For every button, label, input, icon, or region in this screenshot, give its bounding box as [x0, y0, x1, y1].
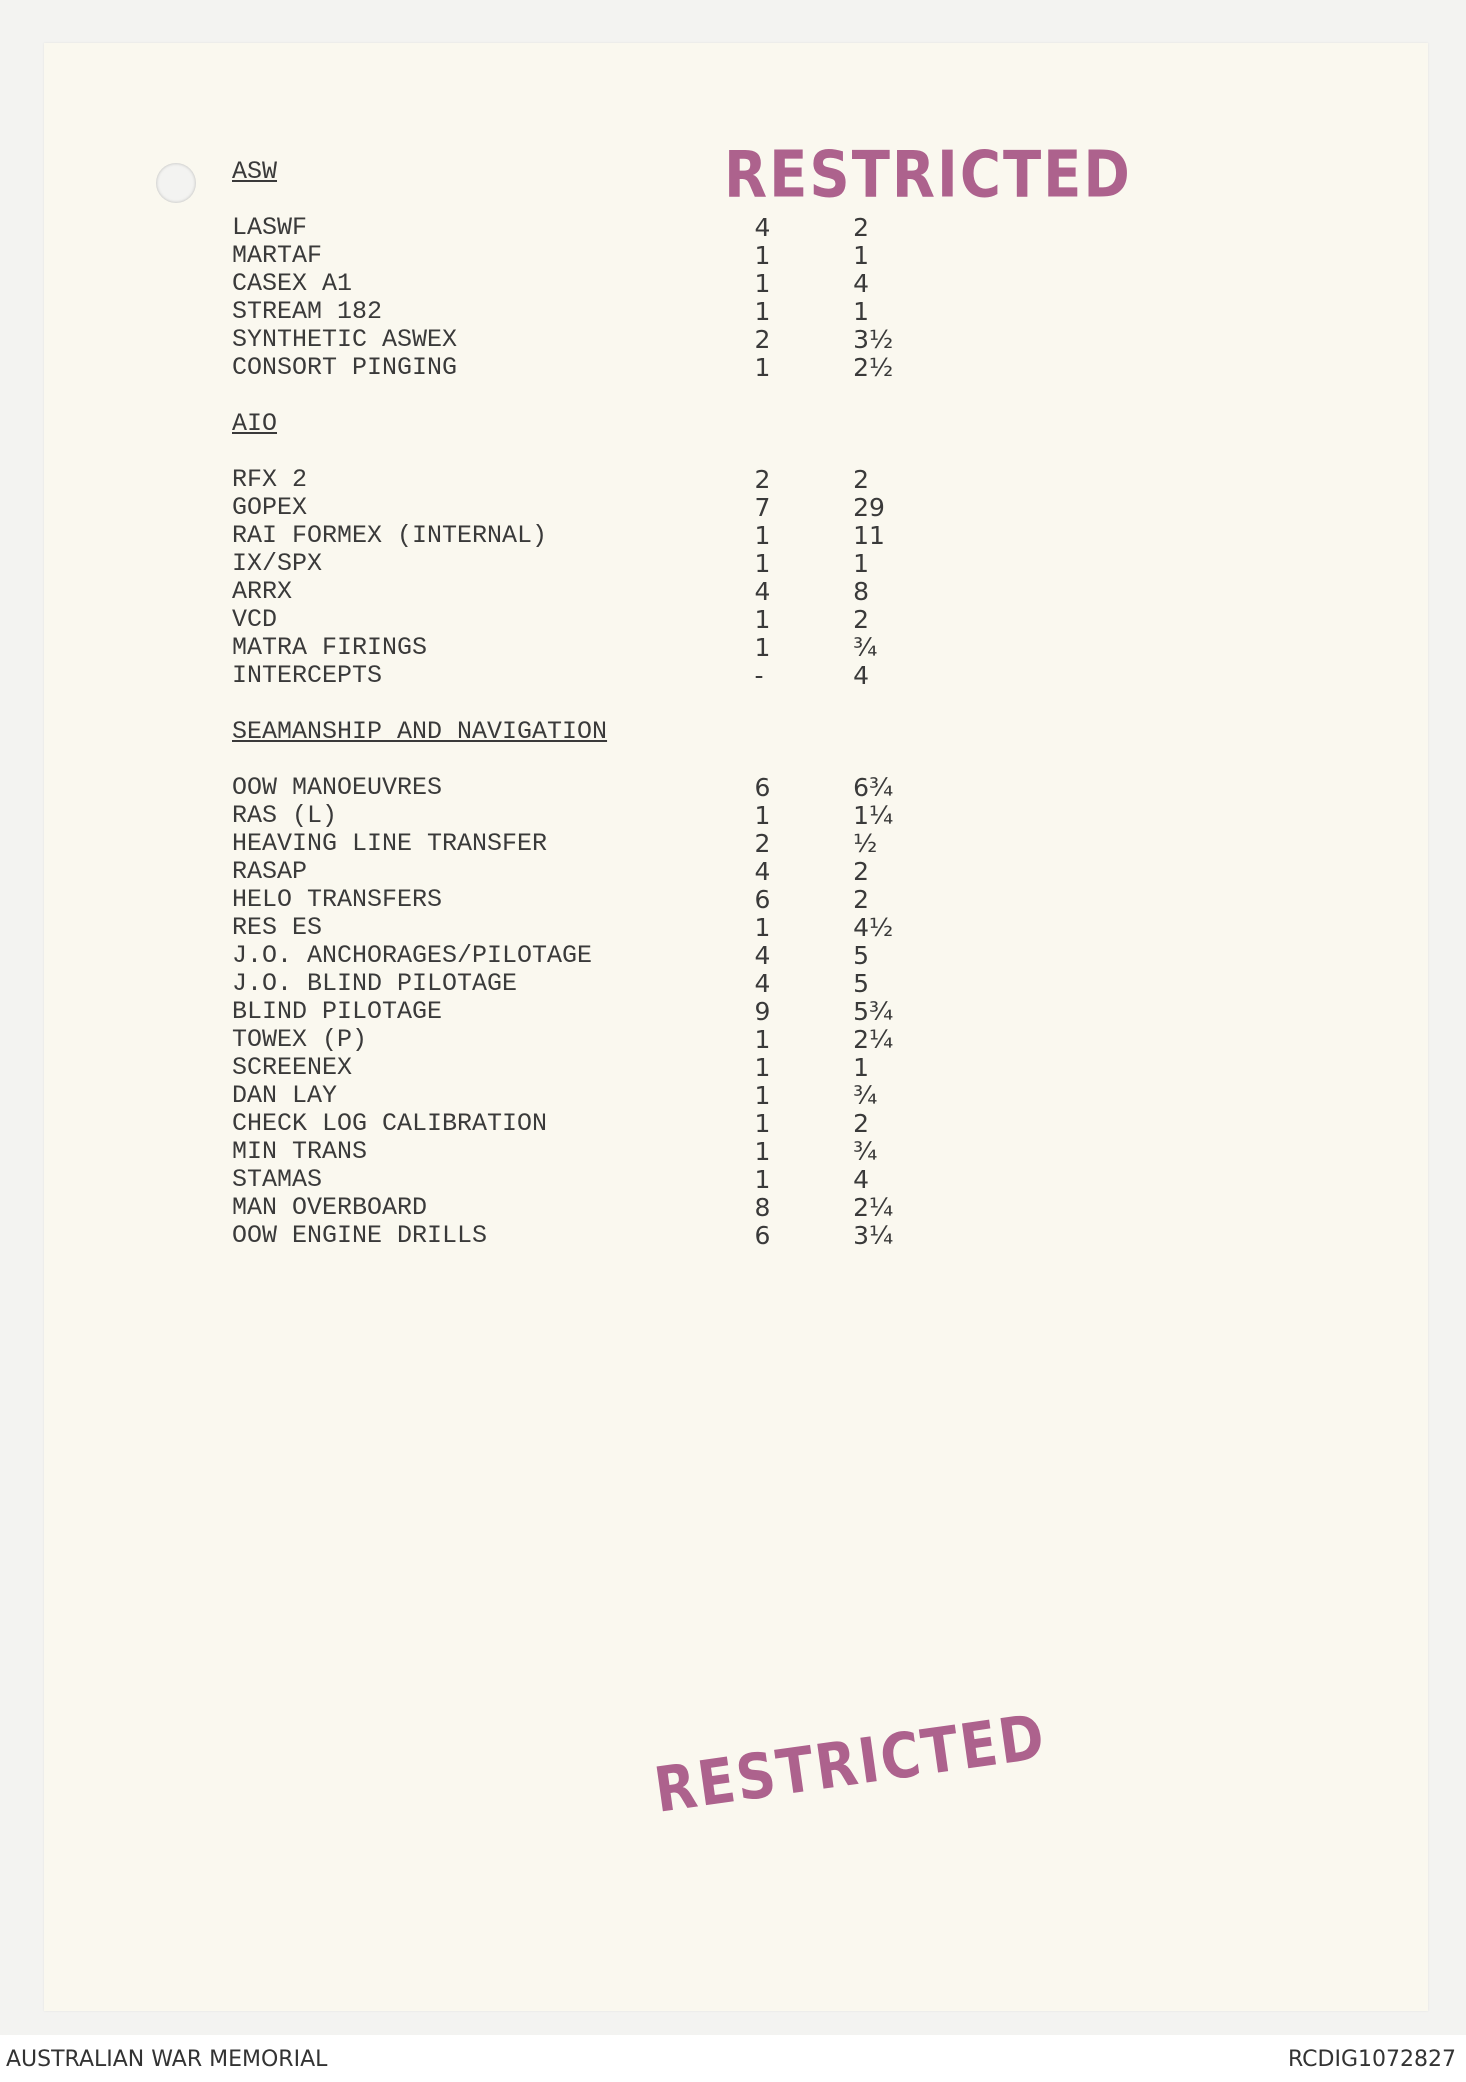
table-row [232, 1166, 932, 1194]
count-value: 2 [754, 465, 771, 494]
table-row [232, 1026, 932, 1054]
count-value: 8 [754, 1193, 771, 1222]
exercise-name: RASAP [232, 857, 308, 886]
count-value: 1 [754, 241, 771, 270]
restricted-stamp-top: RESTRICTED [724, 138, 1132, 213]
table-row [232, 606, 932, 634]
hours-value: 2 [853, 605, 870, 634]
count-value: 1 [754, 269, 771, 298]
section-heading: AIO [232, 409, 278, 438]
hours-value: 11 [853, 521, 885, 550]
exercise-name: OOW MANOEUVRES [232, 773, 443, 802]
exercise-name: TOWEX (P) [232, 1025, 368, 1054]
hours-value: 3¼ [853, 1221, 894, 1250]
count-value: - [754, 661, 764, 690]
exercise-name: HEAVING LINE TRANSFER [232, 829, 548, 858]
section-heading: ASW [232, 157, 278, 186]
count-value: 1 [754, 1081, 771, 1110]
exercise-name: RAS (L) [232, 801, 338, 830]
count-value: 7 [754, 493, 771, 522]
table-row [232, 242, 932, 270]
hours-value: 29 [853, 493, 885, 522]
count-value: 4 [754, 213, 771, 242]
archive-reference: RCDIG1072827 [1287, 2047, 1456, 2072]
table-row [232, 858, 932, 886]
hours-value: 5¾ [853, 997, 894, 1026]
hours-value: 2 [853, 213, 870, 242]
hours-value: 4 [853, 269, 870, 298]
count-value: 1 [754, 1109, 771, 1138]
table-row [232, 1082, 932, 1110]
count-value: 1 [754, 913, 771, 942]
exercise-name: IX/SPX [232, 549, 323, 578]
hours-value: 1 [853, 241, 870, 270]
count-value: 1 [754, 549, 771, 578]
table-row [232, 466, 932, 494]
hours-value: 2 [853, 465, 870, 494]
exercise-name: SCREENEX [232, 1053, 353, 1082]
count-value: 9 [754, 997, 771, 1026]
count-value: 1 [754, 1053, 771, 1082]
table-row [232, 802, 932, 830]
count-value: 4 [754, 941, 771, 970]
table-row [232, 970, 932, 998]
hours-value: 4 [853, 1165, 870, 1194]
exercise-name: STAMAS [232, 1165, 323, 1194]
hours-value: 2 [853, 1109, 870, 1138]
hours-value: ¾ [853, 1137, 878, 1166]
count-value: 2 [754, 325, 771, 354]
table-row [232, 354, 932, 382]
hours-value: 2¼ [853, 1193, 894, 1222]
hours-value: 1 [853, 297, 870, 326]
exercise-name: MATRA FIRINGS [232, 633, 428, 662]
exercise-name: LASWF [232, 213, 308, 242]
table-row [232, 886, 932, 914]
hours-value: 1¼ [853, 801, 894, 830]
punch-hole [156, 163, 196, 203]
table-row [232, 634, 932, 662]
count-value: 1 [754, 1137, 771, 1166]
hours-value: 5 [853, 969, 870, 998]
table-row [232, 214, 932, 242]
count-value: 1 [754, 353, 771, 382]
exercise-list [232, 158, 932, 1278]
table-row [232, 550, 932, 578]
table-row [232, 942, 932, 970]
table-row [232, 1054, 932, 1082]
table-row [232, 830, 932, 858]
exercise-name: CONSORT PINGING [232, 353, 458, 382]
exercise-name: GOPEX [232, 493, 308, 522]
hours-value: 8 [853, 577, 870, 606]
table-row [232, 1110, 932, 1138]
table-row [232, 998, 932, 1026]
table-row [232, 522, 932, 550]
exercise-name: J.O. ANCHORAGES/PILOTAGE [232, 941, 593, 970]
table-row [232, 774, 932, 802]
hours-value: 2½ [853, 353, 894, 382]
exercise-name: CASEX A1 [232, 269, 353, 298]
table-row [232, 914, 932, 942]
section-heading: SEAMANSHIP AND NAVIGATION [232, 717, 608, 746]
exercise-name: DAN LAY [232, 1081, 338, 1110]
count-value: 1 [754, 801, 771, 830]
count-value: 4 [754, 857, 771, 886]
count-value: 1 [754, 521, 771, 550]
exercise-name: ARRX [232, 577, 293, 606]
count-value: 6 [754, 1221, 771, 1250]
count-value: 4 [754, 577, 771, 606]
hours-value: ¾ [853, 633, 878, 662]
hours-value: 1 [853, 549, 870, 578]
archive-credit: AUSTRALIAN WAR MEMORIAL [6, 2047, 328, 2072]
exercise-name: RAI FORMEX (INTERNAL) [232, 521, 548, 550]
exercise-name: J.O. BLIND PILOTAGE [232, 969, 518, 998]
count-value: 1 [754, 633, 771, 662]
exercise-name: RES ES [232, 913, 323, 942]
restricted-stamp-bottom: RESTRICTED [650, 1700, 1051, 1827]
hours-value: 3½ [853, 325, 894, 354]
exercise-name: MAN OVERBOARD [232, 1193, 428, 1222]
hours-value: 4½ [853, 913, 894, 942]
table-row [232, 1222, 932, 1250]
count-value: 1 [754, 605, 771, 634]
count-value: 2 [754, 829, 771, 858]
table-row [232, 270, 932, 298]
hours-value: 5 [853, 941, 870, 970]
exercise-name: MARTAF [232, 241, 323, 270]
hours-value: 2¼ [853, 1025, 894, 1054]
hours-value: 2 [853, 885, 870, 914]
exercise-name: MIN TRANS [232, 1137, 368, 1166]
table-row [232, 494, 932, 522]
table-row [232, 1138, 932, 1166]
section-aio [232, 410, 932, 690]
exercise-name: RFX 2 [232, 465, 308, 494]
count-value: 1 [754, 297, 771, 326]
section-asw [232, 158, 932, 382]
count-value: 4 [754, 969, 771, 998]
table-row [232, 298, 932, 326]
section-seamanship-navigation [232, 718, 932, 1250]
exercise-name: BLIND PILOTAGE [232, 997, 443, 1026]
hours-value: 1 [853, 1053, 870, 1082]
table-row [232, 578, 932, 606]
hours-value: ½ [853, 829, 878, 858]
exercise-name: CHECK LOG CALIBRATION [232, 1109, 548, 1138]
table-row [232, 1194, 932, 1222]
count-value: 1 [754, 1165, 771, 1194]
count-value: 1 [754, 1025, 771, 1054]
exercise-name: VCD [232, 605, 278, 634]
count-value: 6 [754, 885, 771, 914]
table-row [232, 662, 932, 690]
exercise-name: HELO TRANSFERS [232, 885, 443, 914]
count-value: 6 [754, 773, 771, 802]
exercise-name: OOW ENGINE DRILLS [232, 1221, 488, 1250]
exercise-name: INTERCEPTS [232, 661, 383, 690]
hours-value: ¾ [853, 1081, 878, 1110]
hours-value: 4 [853, 661, 870, 690]
exercise-name: STREAM 182 [232, 297, 383, 326]
exercise-name: SYNTHETIC ASWEX [232, 325, 458, 354]
hours-value: 6¾ [853, 773, 894, 802]
table-row [232, 326, 932, 354]
hours-value: 2 [853, 857, 870, 886]
